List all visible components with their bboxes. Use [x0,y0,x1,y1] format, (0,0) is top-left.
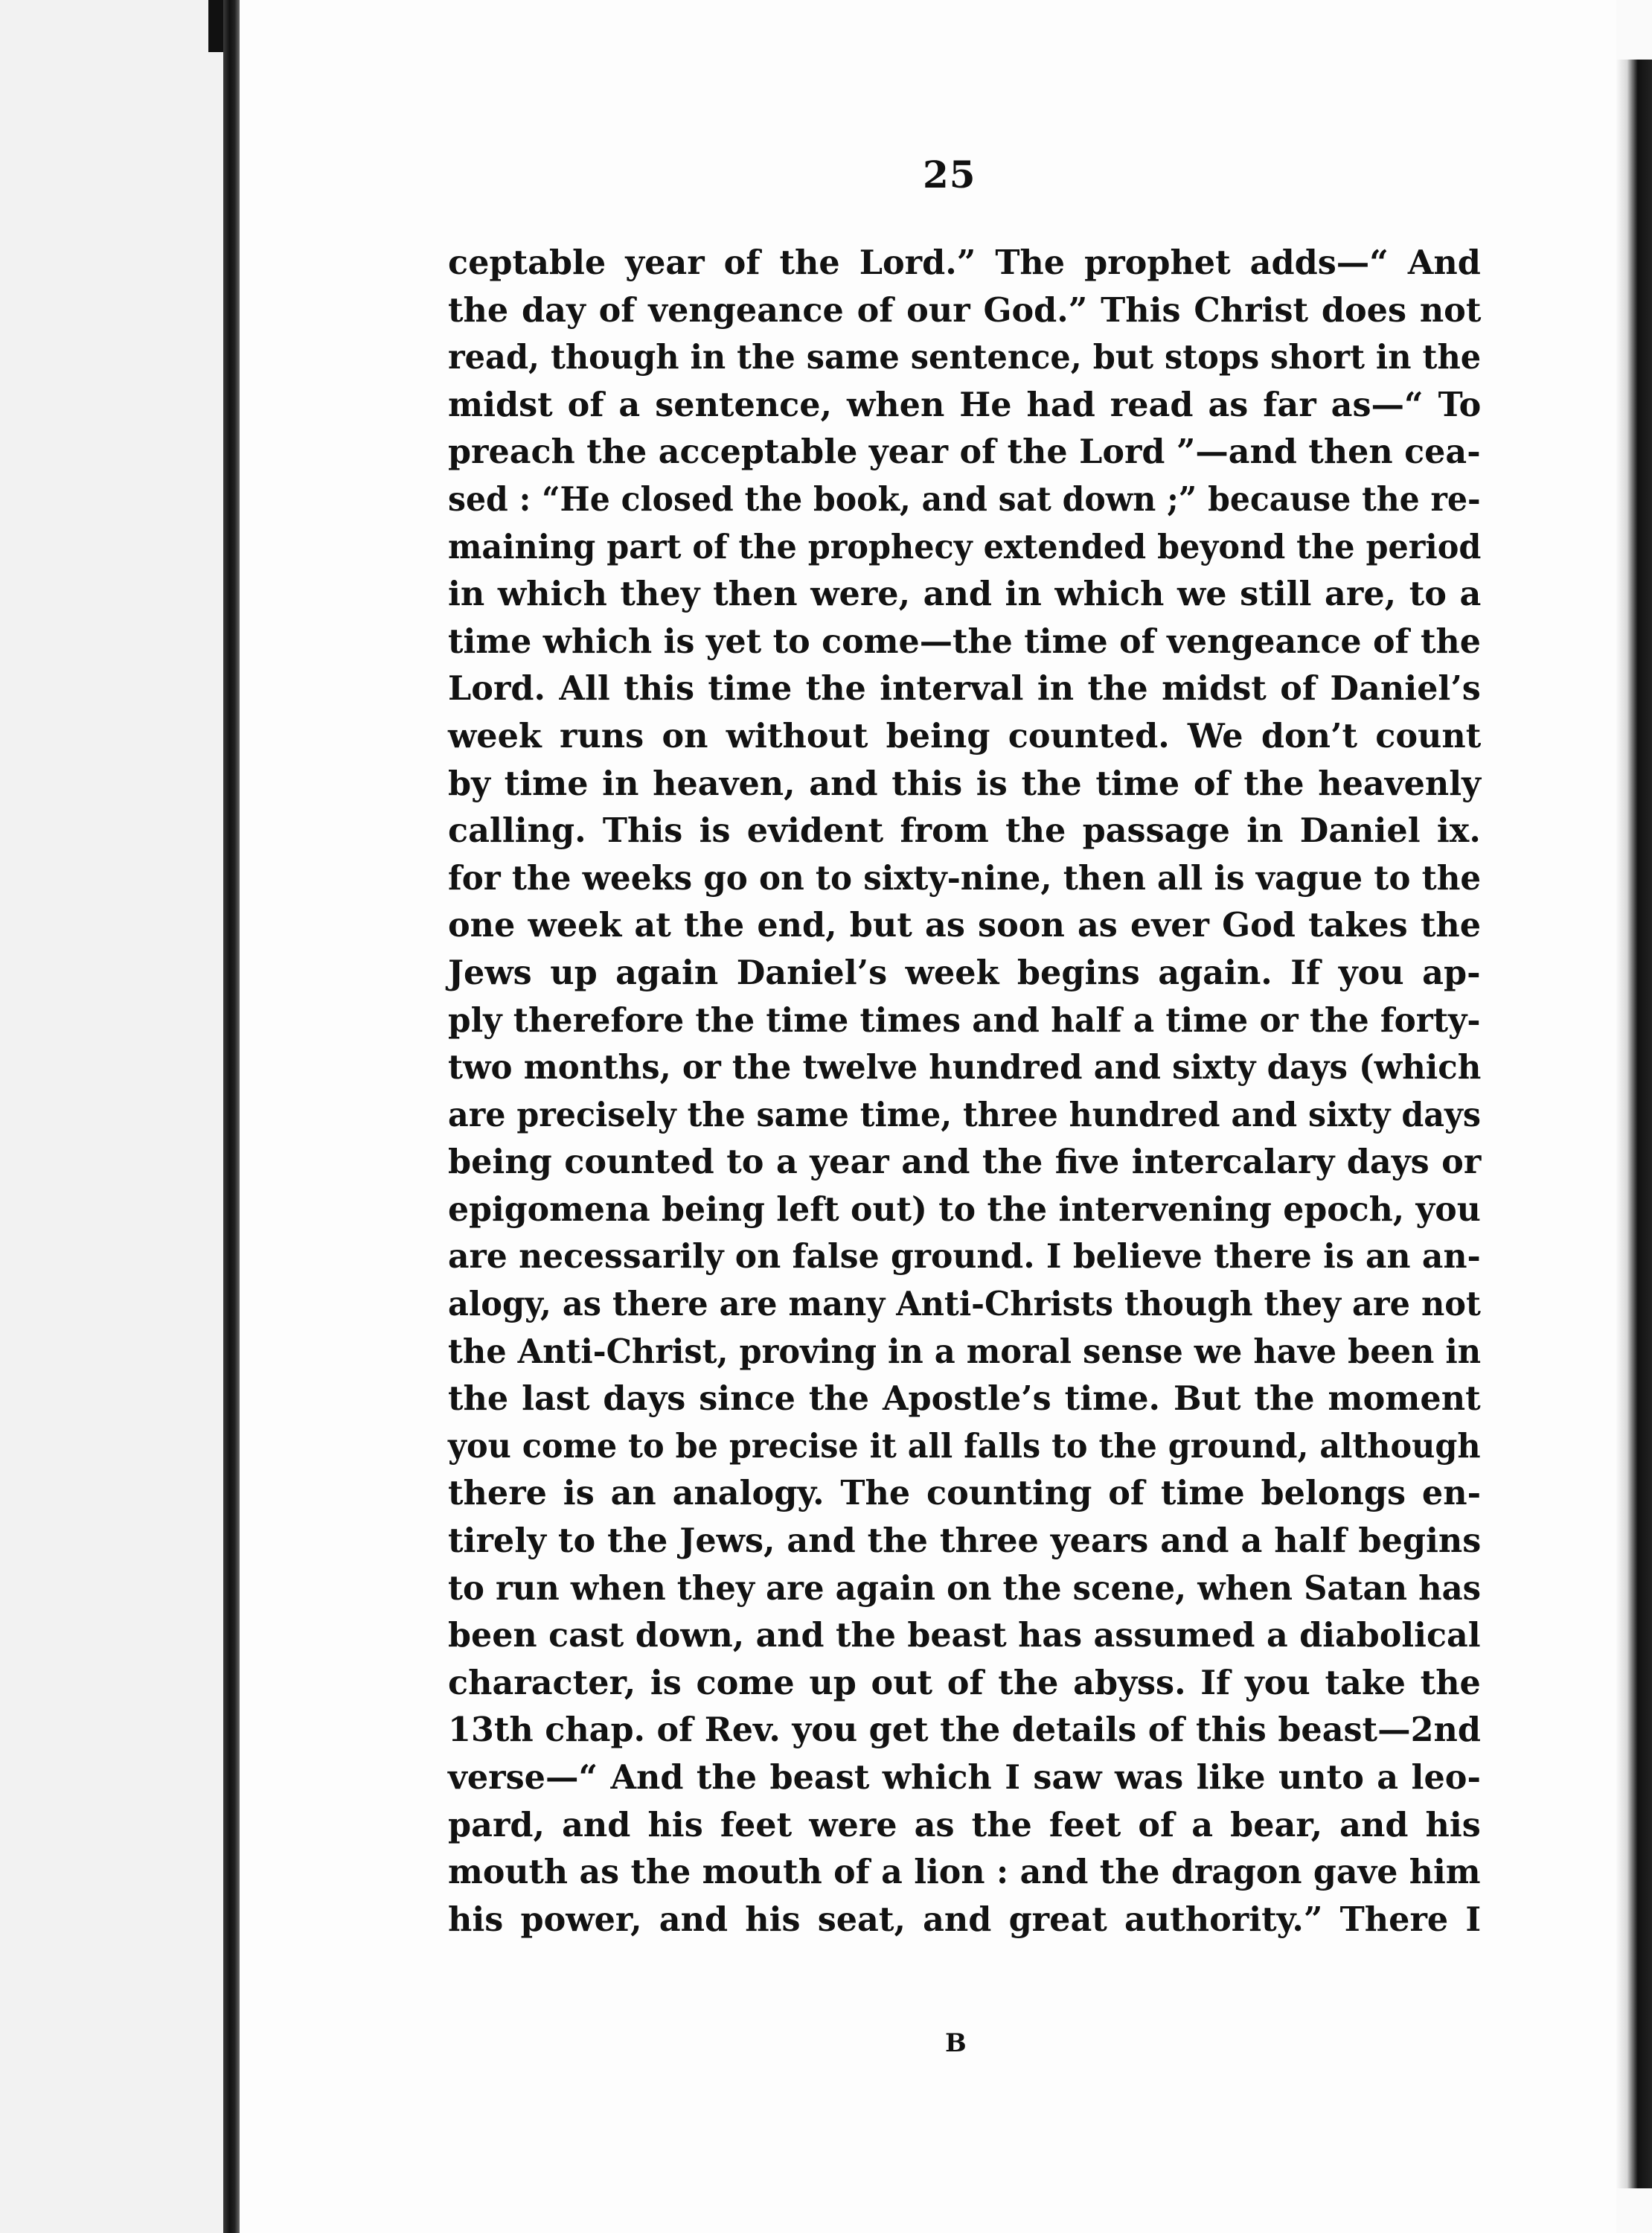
text-line: calling. This is evident from the passage in Daniel ix. [448,811,1481,851]
text-line: sed : “He closed the book, and sat down ;” because the re- [448,479,1481,519]
text-line: one week at the end, but as soon as ever God takes the [448,906,1482,945]
text-line: verse—“ And the beast which I saw was like unto a leo- [448,1758,1481,1797]
text-line: been cast down, and the beast has assumed a diabolical [448,1616,1481,1655]
text-line: Lord. All this time the interval in the midst of Daniel’s [448,669,1481,709]
text-line: the Anti-Christ, proving in a moral sense we have been in [448,1332,1482,1371]
text-line: time which is yet to come—the time of vengeance of the [448,622,1481,661]
text-line: are precisely the same time, three hundred and sixty days [448,1095,1481,1134]
text-line: his power, and his seat, and great authority.” There I [448,1900,1482,1939]
text-line: midst of a sentence, when He had read as far as—“ To [448,385,1482,424]
text-line: being counted to a year and the five intercalary days or [448,1143,1482,1182]
text-line: preach the acceptable year of the Lord ”—and then cea- [448,432,1481,472]
page-number: 25 [923,153,976,197]
text-line: tirely to the Jews, and the three years and a half begins [448,1521,1482,1561]
text-line: for the weeks go on to sixty-nine, then all is vague to the [448,858,1482,898]
text-line: mouth as the mouth of a lion : and the dragon gave him [448,1853,1481,1892]
text-line: two months, or the twelve hundred and sixty days (which [448,1048,1482,1087]
text-line: Jews up again Daniel’s week begins again. If you ap- [448,953,1481,992]
signature-mark: B [945,2028,967,2058]
text-line: week runs on without being counted. We don’t count [448,716,1482,755]
text-line: maining part of the prophecy extended beyond the period [448,527,1482,566]
text-line: read, though in the same sentence, but stops short in the [448,338,1482,377]
binding-edge [223,0,240,2233]
text-line: pard, and his feet were as the feet of a bear, and his [448,1805,1481,1844]
text-line: ply therefore the time times and half a time or the forty- [448,1000,1481,1040]
text-line: the day of vengeance of our God.” This Christ does not [448,290,1482,330]
text-line: the last days since the Apostle’s time. But the moment [448,1379,1481,1419]
text-line: 13th chap. of Rev. you get the details of this beast—2nd [448,1710,1481,1750]
text-line: to run when they are again on the scene, when Satan has [448,1568,1482,1608]
text-line: ceptable year of the Lord.” The prophet adds—“ And [448,243,1481,282]
body-text [448,240,1481,1943]
text-line: by time in heaven, and this is the time of the heavenly [448,764,1482,803]
text-line: character, is come up out of the abyss. If you take the [448,1663,1481,1702]
binding-margin [0,0,246,2233]
text-line: you come to be precise it all falls to the ground, although [448,1426,1481,1466]
text-line: there is an analogy. The counting of time belongs en- [448,1474,1482,1513]
text-line: in which they then were, and in which we still are, to a [448,575,1482,614]
text-line: are necessarily on false ground. I believe there is an an- [448,1237,1481,1277]
text-line: epigomena being left out) to the intervening epoch, you [448,1189,1481,1229]
text-line: alogy, as there are many Anti-Christs though they are not [448,1285,1481,1324]
page-right-edge [1616,60,1652,2188]
